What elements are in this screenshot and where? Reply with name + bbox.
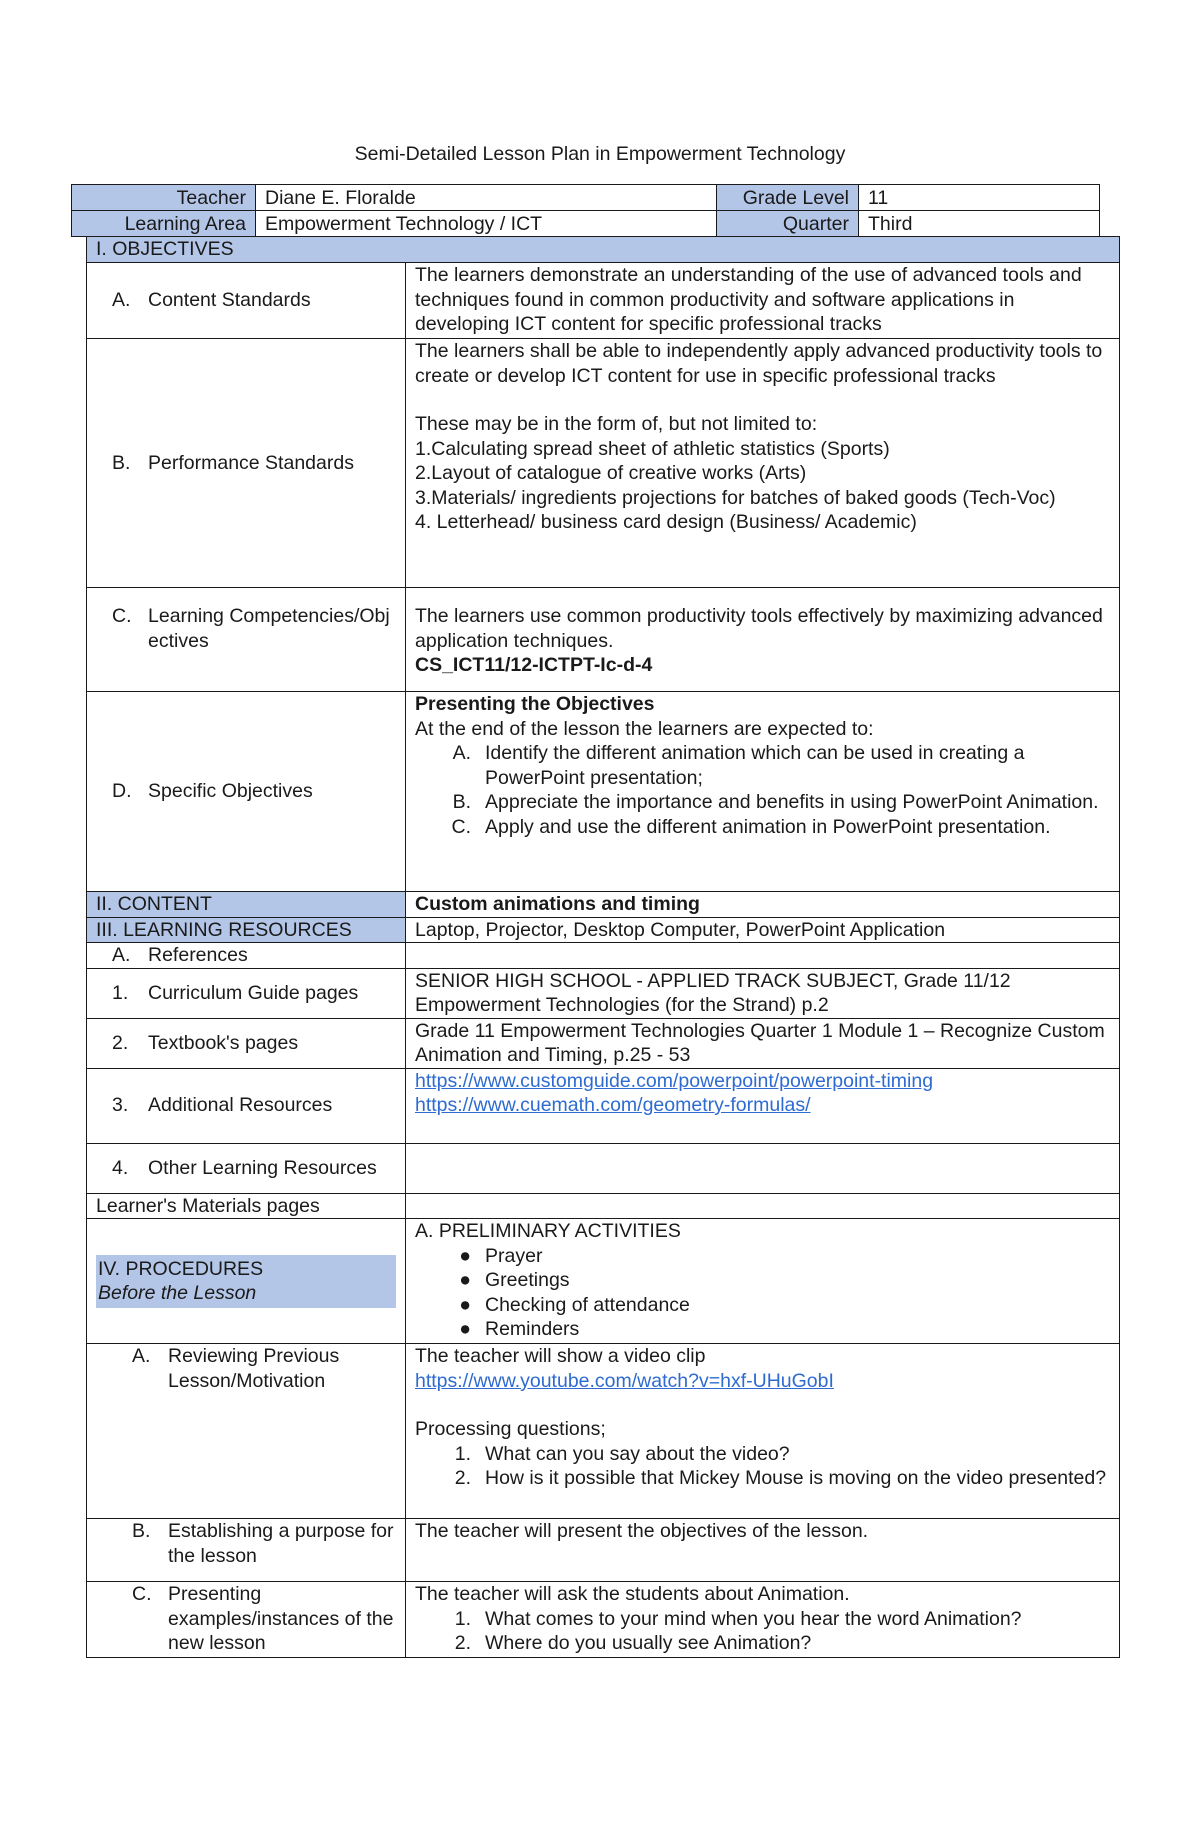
- reviewing-previous-value: [406, 1344, 1120, 1519]
- quarter-value: Third: [859, 211, 1100, 237]
- other-resources-value: [406, 1143, 1120, 1193]
- list-item: A. Identify the different animation which can be used in creating a PowerPoint presentation;: [452, 742, 1025, 789]
- resource-link[interactable]: https://www.cuemath.com/geometry-formulas/: [415, 1094, 811, 1116]
- other-resources-text-label: Other Learning Resources: [148, 1156, 377, 1179]
- curriculum-guide-marker: 1.: [112, 981, 129, 1004]
- quarter-label: Quarter: [717, 211, 859, 237]
- examples-text: The teacher will ask the students about Animation.: [415, 1583, 850, 1605]
- content-standards-value: The learners demonstrate an understanding of the use of advanced tools and techniques found in common productivity and software applications in developing ICT content for specific professional tracks: [406, 263, 1120, 339]
- performance-intro: The learners shall be able to independently apply advanced productivity tools to create or develop ICT content for use in specific professional tracks: [415, 340, 1103, 387]
- performance-standards-label: [87, 339, 406, 588]
- specific-objectives-value: [406, 692, 1120, 892]
- performance-item: 3.Materials/ ingredients projections for batches of baked goods (Tech-Voc): [415, 486, 1056, 509]
- curriculum-guide-text-label: Curriculum Guide pages: [148, 981, 359, 1004]
- content-standards-text-label: Content Standards: [148, 289, 311, 312]
- performance-standards-value: [406, 339, 1120, 588]
- textbook-marker: 2.: [112, 1031, 129, 1054]
- list-item: ● Greetings: [415, 1268, 1110, 1293]
- list-item: ● Checking of attendance: [415, 1293, 1110, 1318]
- learning-competencies-label: [87, 588, 406, 692]
- learning-competencies-text-label: Learning Competencies/Objectives: [148, 605, 390, 652]
- preliminary-list: [415, 1244, 1110, 1342]
- specific-objectives-list: [415, 741, 1110, 839]
- bullet-icon: ●: [459, 1293, 471, 1316]
- objectives-heading: I. OBJECTIVES: [87, 237, 1120, 263]
- teacher-value: Diane E. Floralde: [256, 185, 717, 211]
- references-text-label: References: [148, 944, 248, 966]
- reviewing-previous-marker: A.: [132, 1345, 151, 1367]
- grade-level-value: 11: [859, 185, 1100, 211]
- establishing-purpose-value: The teacher will present the objectives of the lesson.: [406, 1519, 1120, 1582]
- learning-competencies-value: [406, 588, 1120, 692]
- performance-item: 4. Letterhead/ business card design (Business/ Academic): [415, 511, 917, 533]
- references-marker: A.: [112, 944, 131, 966]
- lesson-plan-table: [86, 236, 1120, 1658]
- performance-standards-text-label: Performance Standards: [148, 451, 354, 474]
- resource-link[interactable]: https://www.customguide.com/powerpoint/powerpoint-timing: [415, 1069, 934, 1092]
- presenting-examples-label: [87, 1582, 406, 1658]
- performance-item: 1.Calculating spread sheet of athletic statistics (Sports): [415, 437, 890, 460]
- performance-item: 2.Layout of catalogue of creative works (Arts): [415, 462, 807, 484]
- learning-resources-value: Laptop, Projector, Desktop Computer, PowerPoint Application: [406, 917, 1120, 943]
- textbook-text-label: Textbook's pages: [148, 1031, 299, 1054]
- list-item: 1. What can you say about the video?: [454, 1442, 790, 1465]
- list-item: ● Reminders: [415, 1317, 1110, 1342]
- document-title: Semi-Detailed Lesson Plan in Empowerment Technology: [354, 143, 846, 165]
- bullet-icon: ●: [459, 1244, 471, 1267]
- additional-resources-label: [87, 1068, 406, 1143]
- references-label: [87, 943, 406, 969]
- procedures-subheading: Before the Lesson: [98, 1282, 257, 1304]
- other-resources-marker: 4.: [112, 1156, 129, 1179]
- content-heading: II. CONTENT: [87, 892, 406, 918]
- presenting-examples-value: [406, 1582, 1120, 1658]
- procedures-heading: IV. PROCEDURES: [98, 1257, 264, 1280]
- header-table: [71, 184, 1100, 237]
- content-standards-label: [87, 263, 406, 339]
- content-standards-marker: A.: [112, 289, 131, 312]
- specific-heading: Presenting the Objectives: [415, 693, 655, 715]
- learning-area-label: Learning Area: [72, 211, 256, 237]
- video-link[interactable]: https://www.youtube.com/watch?v=hxf-UHuGobI: [415, 1369, 834, 1392]
- learners-materials-label: Learner's Materials pages: [87, 1193, 406, 1219]
- teacher-label: Teacher: [72, 185, 256, 211]
- specific-intro: At the end of the lesson the learners are expected to:: [415, 717, 874, 740]
- processing-questions-heading: Processing questions;: [415, 1418, 606, 1440]
- learning-competencies-marker: C.: [112, 605, 132, 627]
- list-item: C. Apply and use the different animation in PowerPoint presentation.: [451, 815, 1051, 838]
- presenting-examples-marker: C.: [132, 1583, 152, 1605]
- competency-text: The learners use common productivity tools effectively by maximizing advanced application techniques.: [415, 605, 1103, 652]
- procedures-heading-cell: [87, 1219, 406, 1344]
- reviewing-previous-label: [87, 1344, 406, 1519]
- learning-area-value: Empowerment Technology / ICT: [256, 211, 717, 237]
- specific-objectives-text-label: Specific Objectives: [148, 780, 313, 803]
- bullet-icon: ●: [459, 1318, 471, 1340]
- preliminary-activities-value: [406, 1219, 1120, 1344]
- references-value: [406, 943, 1120, 969]
- grade-level-label: Grade Level: [717, 185, 859, 211]
- performance-standards-marker: B.: [112, 451, 131, 474]
- procedures-heading-box: [96, 1255, 396, 1308]
- presenting-examples-text-label: Presenting examples/instances of the new lesson: [168, 1583, 394, 1654]
- curriculum-guide-label: [87, 968, 406, 1018]
- list-item: 1. What comes to your mind when you hear the word Animation?: [454, 1607, 1022, 1630]
- processing-questions-list: [415, 1442, 1110, 1491]
- list-item: ● Prayer: [415, 1244, 1110, 1269]
- preliminary-heading: A. PRELIMINARY ACTIVITIES: [415, 1220, 681, 1242]
- list-item: 2. How is it possible that Mickey Mouse is moving on the video presented?: [454, 1467, 1107, 1489]
- establishing-purpose-marker: B.: [132, 1520, 151, 1542]
- textbook-label: [87, 1018, 406, 1068]
- learning-resources-heading: III. LEARNING RESOURCES: [87, 917, 406, 943]
- competency-code: CS_ICT11/12-ICTPT-Ic-d-4: [415, 654, 653, 676]
- curriculum-guide-value: SENIOR HIGH SCHOOL - APPLIED TRACK SUBJECT, Grade 11/12 Empowerment Technologies (for the Strand) p.2: [406, 968, 1120, 1018]
- specific-objectives-label: [87, 692, 406, 892]
- content-value: Custom animations and timing: [415, 893, 700, 915]
- performance-forms: These may be in the form of, but not limited to:: [415, 413, 818, 435]
- list-item: 2. Where do you usually see Animation?: [454, 1632, 812, 1654]
- bullet-icon: ●: [459, 1269, 471, 1291]
- textbook-value: Grade 11 Empowerment Technologies Quarter 1 Module 1 – Recognize Custom Animation and Timing, p.25 - 53: [406, 1018, 1120, 1068]
- additional-resources-marker: 3.: [112, 1094, 129, 1117]
- examples-questions-list: [415, 1607, 1110, 1656]
- specific-objectives-marker: D.: [112, 780, 132, 803]
- review-text: The teacher will show a video clip: [415, 1345, 706, 1367]
- establishing-purpose-text-label: Establishing a purpose for the lesson: [168, 1520, 394, 1567]
- reviewing-previous-text-label: Reviewing Previous Lesson/Motivation: [168, 1345, 340, 1392]
- learners-materials-value: [406, 1193, 1120, 1219]
- additional-resources-text-label: Additional Resources: [148, 1094, 333, 1117]
- other-resources-label: [87, 1143, 406, 1193]
- establishing-purpose-label: [87, 1519, 406, 1582]
- list-item: B. Appreciate the importance and benefits in using PowerPoint Animation.: [452, 791, 1099, 813]
- additional-resources-value: [406, 1068, 1120, 1143]
